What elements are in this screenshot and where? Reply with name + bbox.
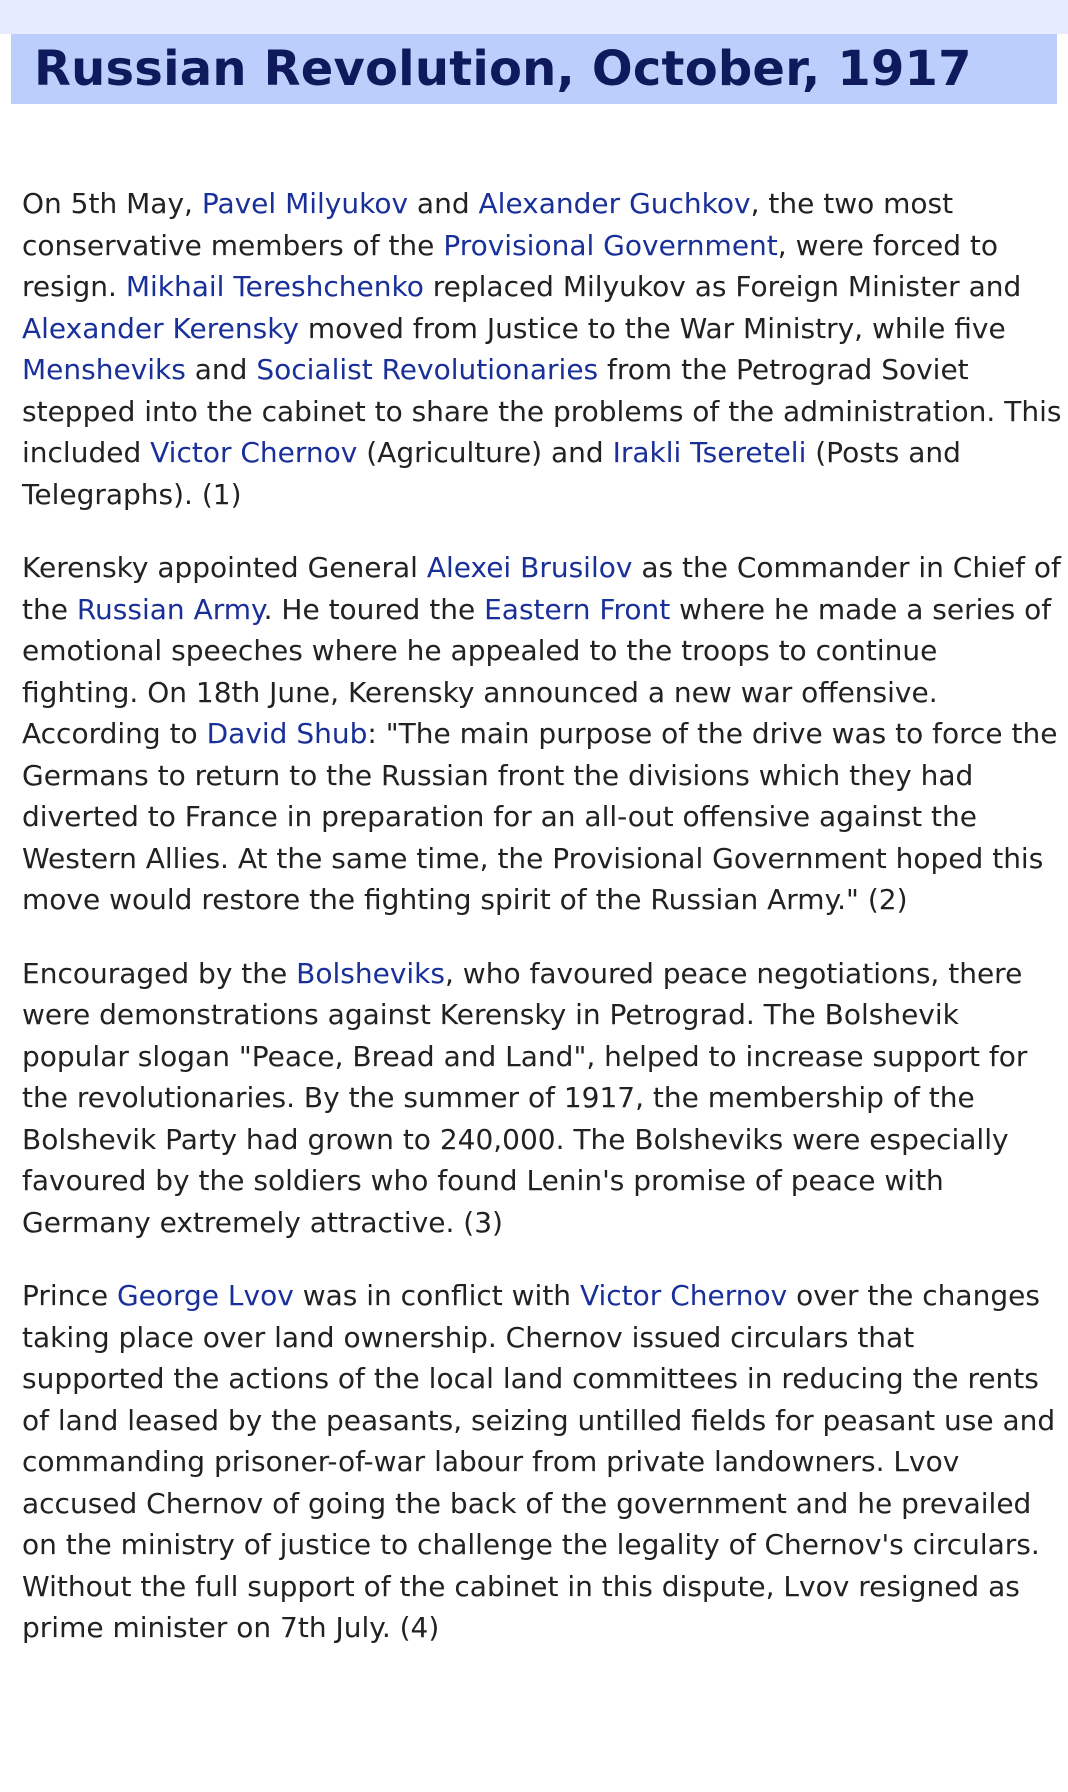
paragraph-3 xyxy=(22,953,1062,1244)
link-alexander-guchkov[interactable]: Alexander Guchkov xyxy=(478,187,751,220)
text-segment: and xyxy=(185,353,257,386)
link-provisional-government[interactable]: Provisional Government xyxy=(443,228,778,262)
text-segment: replaced Milyukov as Foreign Minister and xyxy=(423,270,1022,303)
paragraph-4 xyxy=(22,1275,1062,1649)
text-segment: Kerensky appointed General xyxy=(22,551,427,584)
title-bar xyxy=(11,34,1057,104)
text-segment: On 5th May, xyxy=(22,187,202,220)
paragraph-2 xyxy=(22,547,1062,921)
text-segment: was in conflict with xyxy=(293,1279,580,1312)
text-segment: as the Commander in Chief of the xyxy=(22,551,1061,626)
link-eastern-front[interactable]: Eastern Front xyxy=(484,592,671,626)
text-segment: , who favoured peace negotiations, there were demonstrations against Kerensky in Petrograd. The Bolshevik popular slogan "Peace, Bread and Land", helped to increase support for the revolutionaries. By the summer of 1917, the membership of the Bolshevik Party had grown to 240,000. The Bolsheviks were especially favoured by the soldiers who found Lenin's promise of peace with Germany extremely attractive. (3) xyxy=(22,956,1028,1239)
text-segment: (Posts and Telegraphs). (1) xyxy=(22,436,961,511)
link-victor-chernov[interactable]: Victor Chernov xyxy=(150,436,358,469)
text-segment: , were forced to resign. xyxy=(22,228,999,303)
text-segment: over the changes taking place over land ownership. Chernov issued circulars that supported the actions of the local land committees in reducing the rents of land leased by the peasants, seizing untilled fields for peasant use and commanding prisoner-of-war labour from private landowners. Lvov accused Chernov of going the back of the government and he prevailed on the ministry of justice to challenge the legality of Chernov's circulars. Without the full support of the cabinet in this dispute, Lvov resigned as prime minister on 7th July. (4) xyxy=(22,1279,1056,1644)
link-mensheviks[interactable]: Mensheviks xyxy=(22,353,186,386)
text-segment: Encouraged by the xyxy=(22,956,297,990)
link-mikhail-tereshchenko[interactable]: Mikhail Tereshchenko xyxy=(125,270,424,303)
link-irakli-tsereteli[interactable]: Irakli Tsereteli xyxy=(612,436,807,469)
link-russian-army[interactable]: Russian Army xyxy=(76,592,264,626)
link-bolsheviks[interactable]: Bolsheviks xyxy=(296,956,445,990)
text-segment: , the two most conservative members of the xyxy=(22,187,954,262)
text-segment: and xyxy=(408,187,479,220)
text-segment: where he made a series of emotional speeches where he appealed to the troops to continue fighting. On 18th June, Kerensky announced a new war offensive. According to xyxy=(22,592,1052,750)
text-segment: . He toured the xyxy=(263,592,485,626)
text-segment: (Agriculture) and xyxy=(357,436,613,469)
page-title: Russian Revolution, October, 1917 xyxy=(34,41,972,97)
text-segment: Prince xyxy=(22,1279,117,1312)
text-segment: : "The main purpose of the drive was to force the Germans to return to the Russian front the divisions which they had diverted to France in preparation for an all-out offensive against the Western Allies. At the same time, the Provisional Government hoped this move would restore the fighting spirit of the Russian Army." (2) xyxy=(22,717,1058,916)
paragraph-1 xyxy=(22,183,1062,515)
text-segment: moved from Justice to the War Ministry, while five xyxy=(299,311,1006,345)
top-band xyxy=(0,0,1068,34)
link-george-lvov[interactable]: George Lvov xyxy=(116,1279,294,1312)
link-alexei-brusilov[interactable]: Alexei Brusilov xyxy=(426,551,633,584)
link-socialist-revolutionaries[interactable]: Socialist Revolutionaries xyxy=(256,353,599,386)
link-david-shub[interactable]: David Shub xyxy=(206,717,368,750)
link-pavel-milyukov[interactable]: Pavel Milyukov xyxy=(201,187,409,220)
article-body xyxy=(22,183,1062,1681)
text-segment: from the Petrograd Soviet stepped into the cabinet to share the problems of the administration. This included xyxy=(22,353,1062,469)
link-alexander-kerensky[interactable]: Alexander Kerensky xyxy=(22,311,299,345)
link-victor-chernov[interactable]: Victor Chernov xyxy=(579,1279,788,1312)
